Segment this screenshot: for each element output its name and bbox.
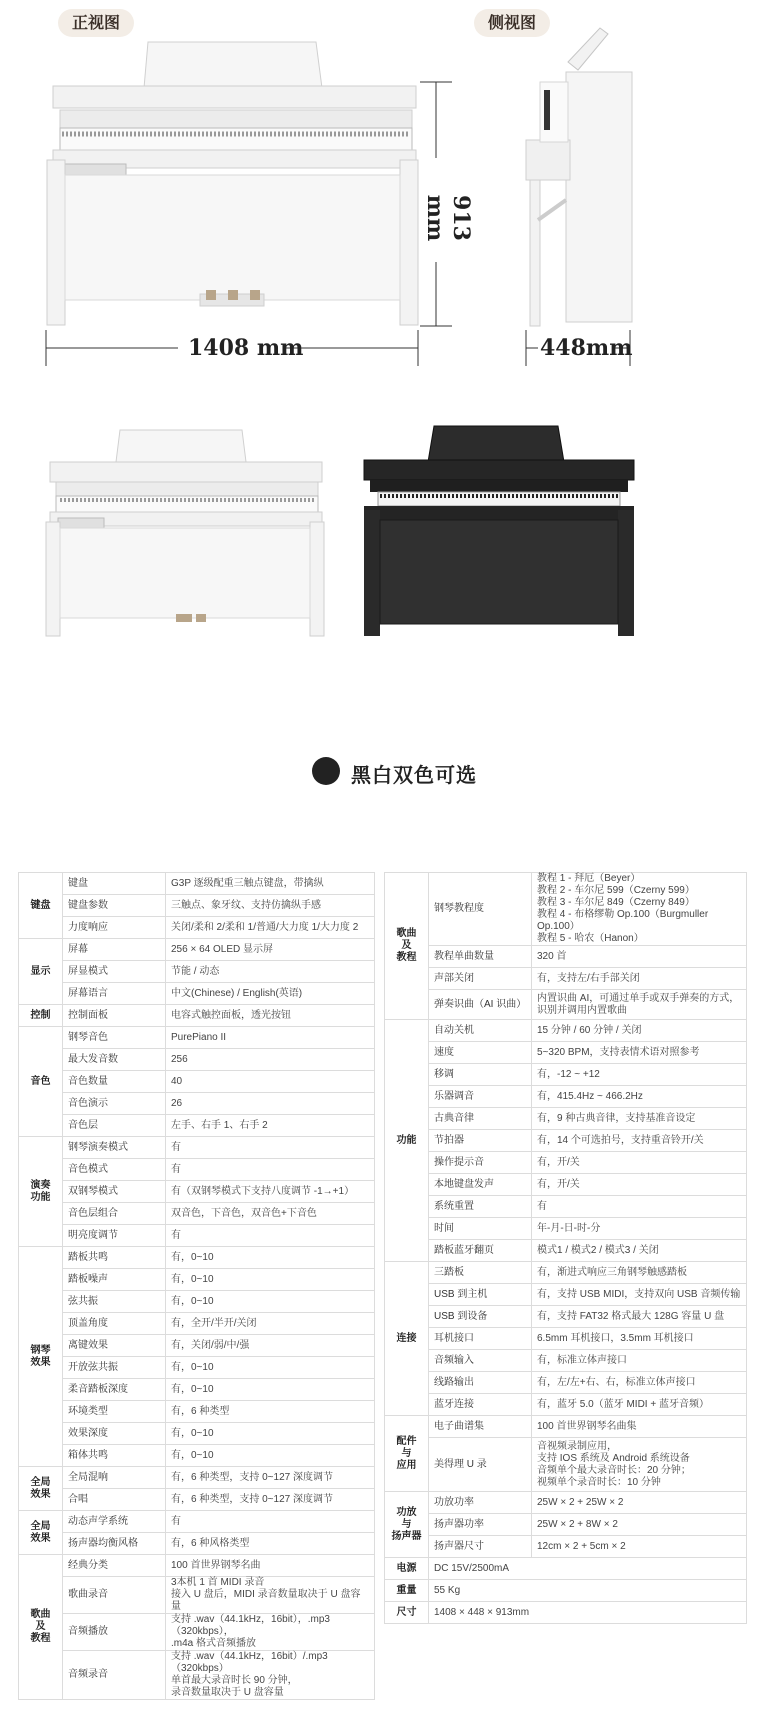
spec-param: 经典分类 (63, 1555, 166, 1577)
spec-category: 重量 (385, 1580, 429, 1602)
spec-param: 离键效果 (63, 1335, 166, 1357)
spec-value: 有，全开/半开/关闭 (166, 1313, 375, 1335)
spec-row (385, 1196, 747, 1218)
spec-row (385, 1042, 747, 1064)
spec-value: 有，开/关 (532, 1152, 747, 1174)
spec-value: 有，6 种风格类型 (166, 1533, 375, 1555)
spec-row (385, 1262, 747, 1284)
spec-value: 有，开/关 (532, 1174, 747, 1196)
spec-value: 有 (166, 1225, 375, 1247)
spec-param: 系统重置 (429, 1196, 532, 1218)
spec-row (385, 1394, 747, 1416)
spec-param: 全局混响 (63, 1467, 166, 1489)
spec-category: 电源 (385, 1558, 429, 1580)
spec-value: 音视频录制应用， 支持 IOS 系统及 Android 系统设备 音频单个最大录音时长：20 分钟； 视频单个录音时长：10 分钟 (532, 1438, 747, 1492)
spec-row (19, 1379, 375, 1401)
spec-value: 年-月-日-时-分 (532, 1218, 747, 1240)
spec-row (19, 1577, 375, 1614)
spec-row (385, 1108, 747, 1130)
spec-row (19, 983, 375, 1005)
spec-param: USB 到主机 (429, 1284, 532, 1306)
spec-value: 有，0~10 (166, 1291, 375, 1313)
color-option-label: 黑白双色可选 (351, 765, 477, 787)
spec-row (19, 1423, 375, 1445)
spec-row (385, 873, 747, 946)
spec-row (385, 1152, 747, 1174)
spec-row (19, 1269, 375, 1291)
spec-value: 26 (166, 1093, 375, 1115)
spec-param: 移调 (429, 1064, 532, 1086)
spec-row (19, 1533, 375, 1555)
spec-row (385, 1174, 747, 1196)
spec-value: 有，0~10 (166, 1423, 375, 1445)
spec-row (385, 1372, 747, 1394)
spec-row (385, 990, 747, 1020)
spec-param: 扬声器功率 (429, 1514, 532, 1536)
spec-row (19, 1115, 375, 1137)
spec-param: 屏显模式 (63, 961, 166, 983)
spec-param: 键盘参数 (63, 895, 166, 917)
spec-value: 5~320 BPM，支持表情术语对照参考 (532, 1042, 747, 1064)
spec-param: 键盘 (63, 873, 166, 895)
spec-row (19, 1445, 375, 1467)
spec-value: 55 Kg (429, 1580, 747, 1602)
spec-param: 音色层组合 (63, 1203, 166, 1225)
spec-row (385, 1328, 747, 1350)
spec-value: 有 (166, 1137, 375, 1159)
spec-value: 40 (166, 1071, 375, 1093)
spec-param: 屏幕语言 (63, 983, 166, 1005)
spec-value: 有，蓝牙 5.0（蓝牙 MIDI + 蓝牙音频） (532, 1394, 747, 1416)
spec-row (19, 939, 375, 961)
spec-param: 操作提示音 (429, 1152, 532, 1174)
spec-row (19, 1247, 375, 1269)
spec-value: 有，支持 USB MIDI，支持双向 USB 音频传输 (532, 1284, 747, 1306)
spec-row (19, 1203, 375, 1225)
spec-row (385, 1240, 747, 1262)
spec-param: 箱体共鸣 (63, 1445, 166, 1467)
spec-param: 音色演示 (63, 1093, 166, 1115)
spec-row (385, 1086, 747, 1108)
spec-param: 明亮度调节 (63, 1225, 166, 1247)
spec-value: 有，6 种类型，支持 0~127 深度调节 (166, 1467, 375, 1489)
spec-value: 320 首 (532, 946, 747, 968)
spec-value: 有，0~10 (166, 1445, 375, 1467)
spec-param: 钢琴音色 (63, 1027, 166, 1049)
spec-category: 配件 与 应用 (385, 1416, 429, 1492)
spec-param: 美得理 U 录 (429, 1438, 532, 1492)
spec-row (19, 895, 375, 917)
spec-param: 顶盖角度 (63, 1313, 166, 1335)
spec-param: 电子曲谱集 (429, 1416, 532, 1438)
spec-value: 左手、右手 1、右手 2 (166, 1115, 375, 1137)
spec-category: 歌曲 及 教程 (385, 873, 429, 1020)
front-view-label: 正视图 (58, 9, 134, 37)
spec-param: 踏板噪声 (63, 1269, 166, 1291)
spec-category: 歌曲 及 教程 (19, 1555, 63, 1700)
spec-row (19, 1614, 375, 1651)
spec-value: 有（双钢琴模式下支持八度调节 -1→+1） (166, 1181, 375, 1203)
spec-value: 教程 1 - 拜厄（Beyer） 教程 2 - 车尔尼 599（Czerny 599） 教程 3 - 车尔尼 849（Czerny 849） 教程 4 - 布格缪勒 Op.100（Burgmuller Op.100） 教程 5 - 哈农（Hanon） (532, 873, 747, 946)
spec-row (19, 1489, 375, 1511)
spec-row (19, 1467, 375, 1489)
spec-value: 有，支持 FAT32 格式最大 128G 容量 U 盘 (532, 1306, 747, 1328)
spec-row (19, 1071, 375, 1093)
spec-param: 蓝牙连接 (429, 1394, 532, 1416)
spec-row (385, 946, 747, 968)
spec-category: 演奏 功能 (19, 1137, 63, 1247)
spec-value: 256 (166, 1049, 375, 1071)
spec-param: 教程单曲数量 (429, 946, 532, 968)
spec-value: 6.5mm 耳机接口，3.5mm 耳机接口 (532, 1328, 747, 1350)
spec-row (385, 1514, 747, 1536)
spec-param: 耳机接口 (429, 1328, 532, 1350)
spec-row (385, 1602, 747, 1624)
spec-row (19, 1093, 375, 1115)
spec-param: 踏板共鸣 (63, 1247, 166, 1269)
spec-row (19, 1357, 375, 1379)
spec-value: 支持 .wav（44.1kHz，16bit）/.mp3（320kbps） 单首最大录音时长 90 分钟， 录音数量取决于 U 盘容量 (166, 1651, 375, 1700)
spec-param: 音频输入 (429, 1350, 532, 1372)
spec-value: 有 (166, 1511, 375, 1533)
depth-dimension: 448mm (540, 335, 633, 361)
spec-row (19, 1651, 375, 1700)
spec-row (19, 1159, 375, 1181)
spec-table-right (384, 872, 747, 1624)
spec-value: 有，左/左+右、右，标准立体声接口 (532, 1372, 747, 1394)
width-dimension: 1408 mm (188, 335, 304, 361)
spec-row (385, 1536, 747, 1558)
spec-row (385, 1580, 747, 1602)
spec-value: 模式1 / 模式2 / 模式3 / 关闭 (532, 1240, 747, 1262)
spec-row (19, 1335, 375, 1357)
black-piano-image (360, 410, 650, 650)
spec-row (385, 968, 747, 990)
spec-param: 速度 (429, 1042, 532, 1064)
spec-param: 本地键盘发声 (429, 1174, 532, 1196)
spec-value: 有，关闭/弱/中/强 (166, 1335, 375, 1357)
spec-category: 全局 效果 (19, 1511, 63, 1555)
spec-param: 音色模式 (63, 1159, 166, 1181)
spec-row (385, 1416, 747, 1438)
spec-param: 屏幕 (63, 939, 166, 961)
black-color-dot (312, 757, 340, 785)
spec-value: 支持 .wav（44.1kHz，16bit），.mp3（320kbps）， .m4a 格式音频播放 (166, 1614, 375, 1651)
spec-value: 双音色，下音色，双音色+下音色 (166, 1203, 375, 1225)
spec-param: 钢琴教程度 (429, 873, 532, 946)
spec-param: 三踏板 (429, 1262, 532, 1284)
spec-value: 关闭/柔和 2/柔和 1/普通/大力度 1/大力度 2 (166, 917, 375, 939)
spec-row (385, 1130, 747, 1152)
spec-param: 节拍器 (429, 1130, 532, 1152)
spec-param: 音色数量 (63, 1071, 166, 1093)
spec-value: 有，0~10 (166, 1379, 375, 1401)
spec-value: 3本机 1 首 MIDI 录音 接入 U 盘后，MIDI 录音数量取决于 U 盘容量 (166, 1577, 375, 1614)
spec-row (19, 917, 375, 939)
height-dimension: 913 mm (422, 194, 474, 242)
spec-param: 扬声器尺寸 (429, 1536, 532, 1558)
spec-param: 音频播放 (63, 1614, 166, 1651)
spec-value: 有，0~10 (166, 1357, 375, 1379)
spec-value: 有，6 种类型，支持 0~127 深度调节 (166, 1489, 375, 1511)
spec-param: 效果深度 (63, 1423, 166, 1445)
spec-param: 最大发音数 (63, 1049, 166, 1071)
spec-value: 1408 × 448 × 913mm (429, 1602, 747, 1624)
spec-param: 古典音律 (429, 1108, 532, 1130)
spec-param: 自动关机 (429, 1020, 532, 1042)
spec-row (19, 961, 375, 983)
spec-category: 功放 与 扬声器 (385, 1492, 429, 1558)
spec-row (385, 1492, 747, 1514)
spec-value: 有 (166, 1159, 375, 1181)
spec-row (19, 1225, 375, 1247)
spec-param: 音色层 (63, 1115, 166, 1137)
spec-param: 声部关闭 (429, 968, 532, 990)
spec-value: 中文(Chinese) / English(英语) (166, 983, 375, 1005)
spec-param: 踏板蓝牙翻页 (429, 1240, 532, 1262)
spec-row (385, 1284, 747, 1306)
spec-value: 25W × 2 + 8W × 2 (532, 1514, 747, 1536)
spec-param: 动态声学系统 (63, 1511, 166, 1533)
spec-param: 控制面板 (63, 1005, 166, 1027)
spec-param: 歌曲录音 (63, 1577, 166, 1614)
spec-value: 有，支持左/右手部关闭 (532, 968, 747, 990)
spec-value: 电容式触控面板，透光按钮 (166, 1005, 375, 1027)
spec-row (19, 1291, 375, 1313)
spec-value: 100 首世界钢琴名曲 (166, 1555, 375, 1577)
spec-row (385, 1350, 747, 1372)
spec-row (19, 1181, 375, 1203)
spec-value: 节能 / 动态 (166, 961, 375, 983)
spec-row (19, 1137, 375, 1159)
spec-param: 弦共振 (63, 1291, 166, 1313)
spec-value: 100 首世界钢琴名曲集 (532, 1416, 747, 1438)
spec-param: 柔音踏板深度 (63, 1379, 166, 1401)
spec-row (385, 1438, 747, 1492)
spec-row (385, 1218, 747, 1240)
spec-value: 有，415.4Hz ~ 466.2Hz (532, 1086, 747, 1108)
spec-param: 钢琴演奏模式 (63, 1137, 166, 1159)
spec-row (19, 1313, 375, 1335)
spec-param: 线路输出 (429, 1372, 532, 1394)
spec-category: 全局 效果 (19, 1467, 63, 1511)
spec-param: 扬声器均衡风格 (63, 1533, 166, 1555)
spec-param: 功放功率 (429, 1492, 532, 1514)
spec-value: PurePiano II (166, 1027, 375, 1049)
spec-row (385, 1558, 747, 1580)
spec-category: 键盘 (19, 873, 63, 939)
spec-table-left (18, 872, 375, 1700)
spec-value: 有，渐进式响应三角钢琴触感踏板 (532, 1262, 747, 1284)
spec-value: 三触点、象牙纹、支持仿擒纵手感 (166, 895, 375, 917)
spec-row (19, 1401, 375, 1423)
spec-param: USB 到设备 (429, 1306, 532, 1328)
spec-row (385, 1020, 747, 1042)
spec-row (19, 1005, 375, 1027)
spec-param: 时间 (429, 1218, 532, 1240)
spec-row (19, 1049, 375, 1071)
spec-param: 开放弦共振 (63, 1357, 166, 1379)
spec-value: 内置识曲 AI，可通过单手或双手弹奏的方式， 识别并调用内置歌曲 (532, 990, 747, 1020)
spec-category: 尺寸 (385, 1602, 429, 1624)
spec-value: 有，标准立体声接口 (532, 1350, 747, 1372)
spec-category: 功能 (385, 1020, 429, 1262)
spec-value: 有，9 种古典音律，支持基准音设定 (532, 1108, 747, 1130)
spec-value: G3P 逐级配重三触点键盘，带擒纵 (166, 873, 375, 895)
spec-param: 弹奏识曲（AI 识曲） (429, 990, 532, 1020)
spec-value: 25W × 2 + 25W × 2 (532, 1492, 747, 1514)
spec-param: 环境类型 (63, 1401, 166, 1423)
side-view-label: 侧视图 (474, 9, 550, 37)
spec-row (385, 1064, 747, 1086)
spec-value: 有 (532, 1196, 747, 1218)
spec-param: 乐器调音 (429, 1086, 532, 1108)
spec-value: 有，0~10 (166, 1269, 375, 1291)
spec-value: 15 分钟 / 60 分钟 / 关闭 (532, 1020, 747, 1042)
spec-category: 音色 (19, 1027, 63, 1137)
spec-value: 有，-12 ~ +12 (532, 1064, 747, 1086)
spec-value: 有，0~10 (166, 1247, 375, 1269)
spec-value: 有，6 种类型 (166, 1401, 375, 1423)
spec-row (19, 1027, 375, 1049)
spec-param: 合唱 (63, 1489, 166, 1511)
spec-row (19, 1555, 375, 1577)
spec-value: DC 15V/2500mA (429, 1558, 747, 1580)
spec-row (385, 1306, 747, 1328)
spec-category: 控制 (19, 1005, 63, 1027)
spec-row (19, 873, 375, 895)
spec-param: 力度响应 (63, 917, 166, 939)
spec-value: 256 × 64 OLED 显示屏 (166, 939, 375, 961)
spec-category: 显示 (19, 939, 63, 1005)
spec-row (19, 1511, 375, 1533)
spec-category: 连接 (385, 1262, 429, 1416)
spec-value: 有，14 个可选拍号，支持重音铃开/关 (532, 1130, 747, 1152)
spec-category: 钢琴 效果 (19, 1247, 63, 1467)
spec-param: 音频录音 (63, 1651, 166, 1700)
spec-value: 12cm × 2 + 5cm × 2 (532, 1536, 747, 1558)
spec-param: 双钢琴模式 (63, 1181, 166, 1203)
